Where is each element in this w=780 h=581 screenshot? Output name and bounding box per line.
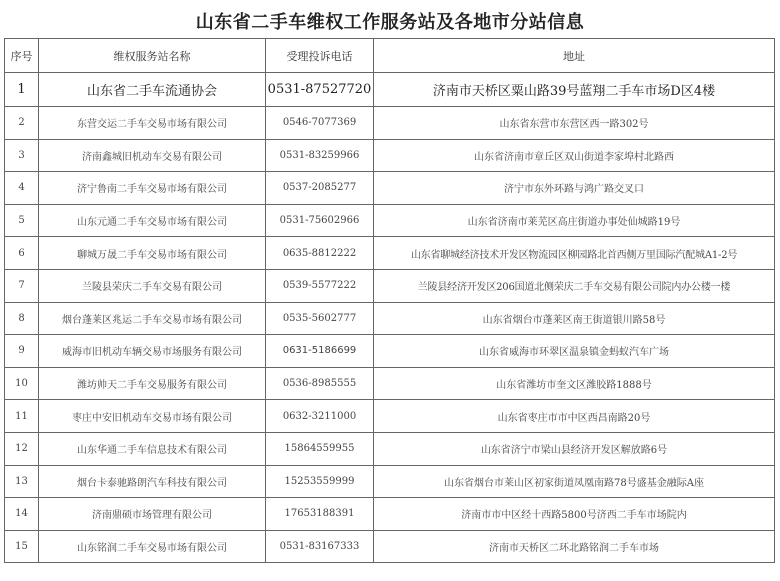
header-no: 序号 [5, 39, 39, 73]
cell-address: 济南市市中区经十西路5800号济西二手车市场院内 [374, 498, 775, 531]
table-row [5, 269, 775, 302]
table-row [5, 204, 775, 237]
cell-address: 山东省济南市章丘区双山街道李家埠村北路西 [374, 139, 775, 172]
table-row [5, 139, 775, 172]
cell-name: 烟台卡泰驰路朗汽车科技有限公司 [39, 465, 266, 498]
cell-no: 13 [5, 465, 39, 498]
cell-address: 济南市天桥区粟山路39号蓝翔二手车市场D区4楼 [374, 73, 775, 107]
cell-phone: 0531-87527720 [266, 73, 374, 107]
header-phone: 受理投诉电话 [266, 39, 374, 73]
cell-phone: 0631-5186699 [266, 335, 374, 368]
cell-no: 5 [5, 204, 39, 237]
cell-name: 济南鼎硕市场管理有限公司 [39, 498, 266, 531]
cell-no: 11 [5, 400, 39, 433]
cell-name: 枣庄中安旧机动车交易市场有限公司 [39, 400, 266, 433]
cell-address: 山东省济南市莱芜区高庄街道办事处仙城路19号 [374, 204, 775, 237]
cell-phone: 15253559999 [266, 465, 374, 498]
table-row [5, 432, 775, 465]
cell-no: 10 [5, 367, 39, 400]
cell-name: 济南鑫城旧机动车交易有限公司 [39, 139, 266, 172]
cell-name: 山东省二手车流通协会 [39, 73, 266, 107]
cell-phone: 0531-75602966 [266, 204, 374, 237]
cell-address: 山东省枣庄市市中区西昌南路20号 [374, 400, 775, 433]
table-row [5, 530, 775, 563]
service-station-table [4, 38, 775, 563]
cell-name: 兰陵县荣庆二手车交易有限公司 [39, 269, 266, 302]
cell-phone: 15864559955 [266, 432, 374, 465]
cell-phone: 0632-3211000 [266, 400, 374, 433]
cell-name: 山东铭润二手车交易市场有限公司 [39, 530, 266, 563]
cell-address: 山东省潍坊市奎文区潍胶路1888号 [374, 367, 775, 400]
cell-address: 兰陵县经济开发区206国道北侧荣庆二手车交易有限公司院内办公楼一楼 [374, 269, 775, 302]
cell-no: 4 [5, 172, 39, 205]
cell-name: 威海市旧机动车辆交易市场服务有限公司 [39, 335, 266, 368]
cell-no: 9 [5, 335, 39, 368]
cell-no: 3 [5, 139, 39, 172]
cell-address: 山东省东营市东营区西一路302号 [374, 107, 775, 140]
table-row [5, 465, 775, 498]
cell-no: 7 [5, 269, 39, 302]
cell-name: 烟台蓬莱区兆运二手车交易市场有限公司 [39, 302, 266, 335]
cell-address: 山东省烟台市蓬莱区南王街道银川路58号 [374, 302, 775, 335]
cell-no: 14 [5, 498, 39, 531]
cell-phone: 0546-7077369 [266, 107, 374, 140]
table-row [5, 237, 775, 270]
cell-no: 8 [5, 302, 39, 335]
cell-phone: 0539-5577222 [266, 269, 374, 302]
table-row [5, 367, 775, 400]
cell-phone: 0531-83259966 [266, 139, 374, 172]
cell-no: 1 [5, 73, 39, 107]
cell-address: 山东省济宁市梁山县经济开发区解放路6号 [374, 432, 775, 465]
table-header-row [5, 39, 775, 73]
cell-name: 聊城万晟二手车交易市场有限公司 [39, 237, 266, 270]
cell-address: 济南市天桥区二环北路铭润二手车市场 [374, 530, 775, 563]
cell-phone: 0537-2085277 [266, 172, 374, 205]
cell-no: 2 [5, 107, 39, 140]
cell-name: 济宁鲁南二手车交易市场有限公司 [39, 172, 266, 205]
cell-no: 15 [5, 530, 39, 563]
cell-phone: 17653188391 [266, 498, 374, 531]
cell-no: 6 [5, 237, 39, 270]
cell-address: 山东省威海市环翠区温泉镇金蚂蚁汽车广场 [374, 335, 775, 368]
cell-no: 12 [5, 432, 39, 465]
cell-name: 潍坊帅天二手车交易服务有限公司 [39, 367, 266, 400]
table-row [5, 172, 775, 205]
cell-phone: 0531-83167333 [266, 530, 374, 563]
cell-name: 山东华通二手车信息技术有限公司 [39, 432, 266, 465]
cell-phone: 0536-8985555 [266, 367, 374, 400]
table-row [5, 498, 775, 531]
table-row [5, 302, 775, 335]
table-row [5, 73, 775, 107]
cell-address: 山东省烟台市莱山区初家街道凤凰南路78号盛基金融际A座 [374, 465, 775, 498]
header-address: 地址 [374, 39, 775, 73]
cell-phone: 0635-8812222 [266, 237, 374, 270]
table-row [5, 400, 775, 433]
cell-address: 济宁市东外环路与鸿广路交叉口 [374, 172, 775, 205]
header-name: 维权服务站名称 [39, 39, 266, 73]
page-title: 山东省二手车维权工作服务站及各地市分站信息 [195, 12, 585, 33]
cell-address: 山东省聊城经济技术开发区物流园区柳园路北首西侧万里国际汽配城A1-2号 [374, 237, 775, 270]
table-row [5, 107, 775, 140]
cell-name: 山东元通二手车交易市场有限公司 [39, 204, 266, 237]
table-row [5, 335, 775, 368]
cell-phone: 0535-5602777 [266, 302, 374, 335]
cell-name: 东营交运二手车交易市场有限公司 [39, 107, 266, 140]
